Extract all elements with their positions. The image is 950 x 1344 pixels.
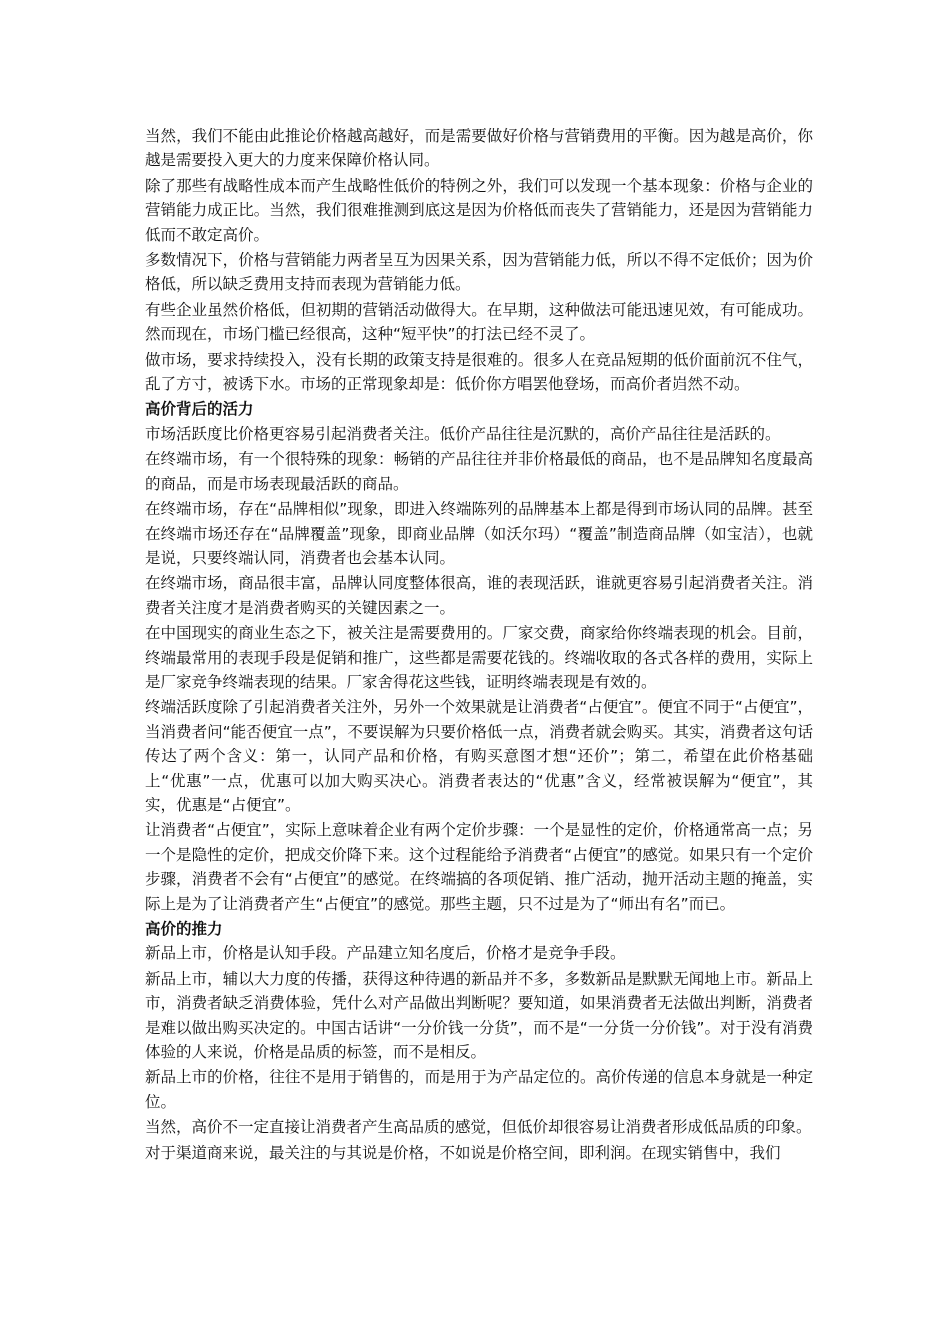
paragraph: 当然，高价不一定直接让消费者产生高品质的感觉，但低价却很容易让消费者形成低品质的印象。 [145,1118,812,1137]
paragraph: 做市场，要求持续投入，没有长期的政策支持是很难的。很多人在竞品短期的低价面前沉不住气，乱了方寸，被诱下水。市场的正常现象却是：低价你方唱罢他登场，而高价者岿然不动。 [145,350,813,394]
section-heading: 高价背后的活力 [145,400,254,419]
paragraph: 当然，我们不能由此推论价格越高越好，而是需要做好价格与营销费用的平衡。因为越是高价，你越是需要投入更大的力度来保障价格认同。 [145,127,813,170]
document-page [145,124,813,1166]
paragraph: 新品上市的价格，往往不是用于销售的，而是用于为产品定位的。高价传递的信息本身就是一种定位。 [145,1068,813,1111]
paragraph: 让消费者“占便宜”，实际上意味着企业有两个定价步骤：一个是显性的定价，价格通常高一点；另一个是隐性的定价，把成交价降下来。这个过程能给予消费者“占便宜”的感觉。如果只有一个定价步骤，消费者不会有“占便宜”的感觉。在终端搞的各项促销、推广活动，抛开活动主题的掩盖，实际上是为了让消费者产生“占便宜”的感觉。那些主题，只不过是为了“师出有名”而已。 [145,821,813,913]
paragraph: 有些企业虽然价格低，但初期的营销活动做得大。在早期，这种做法可能迅速见效，有可能成功。然而现在，市场门槛已经很高，这种“短平快”的打法已经不灵了。 [145,300,813,344]
paragraph: 终端活跃度除了引起消费者关注外，另外一个效果就是让消费者“占便宜”。便宜不同于“占便宜”，当消费者问“能否便宜一点”，不要误解为只要价格低一点，消费者就会购买。其实，消费者这句话传达了两个含义：第一，认同产品和价格，有购买意图才想“还价”；第二，希望在此价格基础上“优惠”一点，优惠可以加大购买决心。消费者表达的“优惠”含义，经常被误解为“便宜”，其实，优惠是“占便宜”。 [145,698,813,814]
section-heading: 高价的推力 [145,920,223,938]
paragraph: 除了那些有战略性成本而产生战略性低价的特例之外，我们可以发现一个基本现象：价格与企业的营销能力成正比。当然，我们很难推测到底这是因为价格低而丧失了营销能力，还是因为营销能力低而不敢定高价。 [145,176,813,244]
paragraph: 在终端市场，商品很丰富，品牌认同度整体很高，谁的表现活跃，谁就更容易引起消费者关注。消费者关注度才是消费者购买的关键因素之一。 [145,574,813,617]
paragraph: 新品上市，辅以大力度的传播，获得这种待遇的新品并不多，多数新品是默默无闻地上市。新品上市，消费者缺乏消费体验，凭什么对产品做出判断呢？要知道，如果消费者无法做出判断，消费者是难以做出购买决定的。中国古话讲“一分价钱一分货”，而不是“一分货一分价钱”。对于没有消费体验的人来说，价格是品质的标签，而不是相反。 [145,969,813,1062]
paragraph: 在终端市场，存在“品牌相似”现象，即进入终端陈列的品牌基本上都是得到市场认同的品牌。甚至在终端市场还存在“品牌覆盖”现象，即商业品牌（如沃尔玛）“覆盖”制造商品牌（如宝洁），也就是说，只要终端认同，消费者也会基本认同。 [145,500,813,567]
paragraph: 市场活跃度比价格更容易引起消费者关注。低价产品往往是沉默的，高价产品往往是活跃的。 [145,424,781,443]
paragraph: 在中国现实的商业生态之下，被关注是需要费用的。厂家交费，商家给你终端表现的机会。目前，终端最常用的表现手段是促销和推广，这些都是需要花钱的。终端收取的各式各样的费用，实际上是厂家竞争终端表现的结果。厂家舍得花这些钱，证明终端表现是有效的。 [145,624,813,691]
paragraph: 多数情况下，价格与营销能力两者呈互为因果关系，因为营销能力低，所以不得不定低价；因为价格低，所以缺乏费用支持而表现为营销能力低。 [145,251,813,294]
paragraph: 对于渠道商来说，最关注的与其说是价格，不如说是价格空间，即利润。在现实销售中，我们 [145,1143,781,1162]
paragraph: 新品上市，价格是认知手段。产品建立知名度后，价格才是竞争手段。 [145,944,626,963]
paragraph: 在终端市场，有一个很特殊的现象：畅销的产品往往并非价格最低的商品，也不是品牌知名度最高的商品，而是市场表现最活跃的商品。 [145,450,813,493]
